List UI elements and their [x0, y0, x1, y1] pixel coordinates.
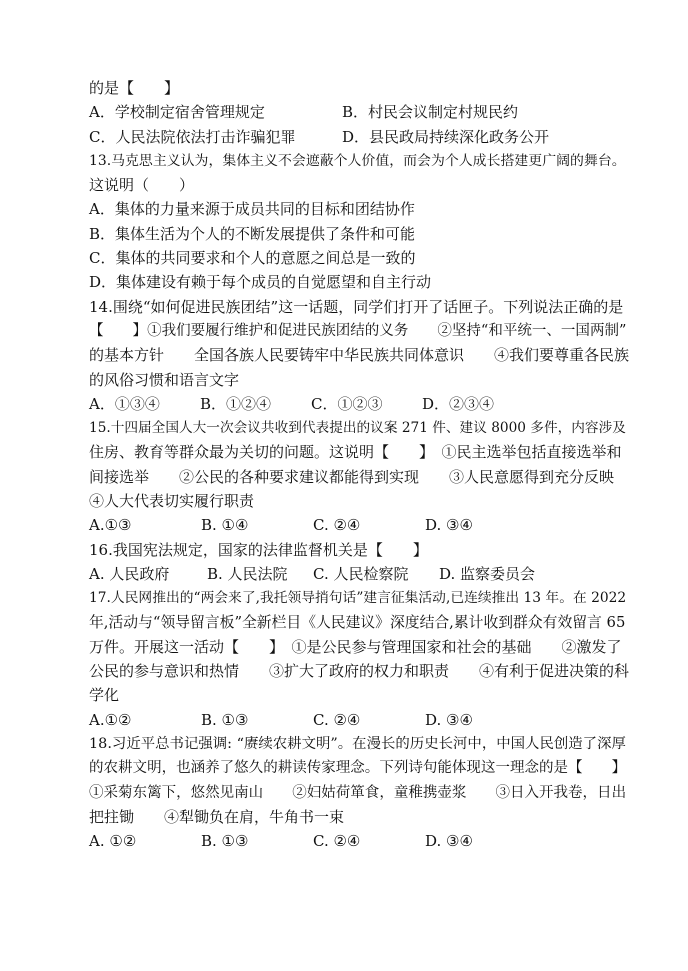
q12-option-c[interactable]: C．人民法院依法打击诈骗犯罪: [89, 127, 296, 146]
q17-option-a[interactable]: A.①②: [89, 710, 132, 729]
q15-stem-line-4: ④人大代表切实履行职责: [89, 492, 255, 511]
q13-option-c[interactable]: C．集体的共同要求和个人的意愿之间总是一致的: [89, 249, 416, 268]
q13-stem-line-2: 这说明（ ）: [89, 176, 195, 195]
q18-stem-line-1: 18.习近平总书记强调: “赓续农耕文明”。在漫长的历史长河中，中国人民创造了深厚: [89, 736, 626, 753]
q18-option-a[interactable]: A. ①②: [89, 832, 137, 851]
q16-option-d[interactable]: D. 监察委员会: [439, 564, 536, 583]
q17-stem-line-3: 万件。开展这一活动【 】 ①是公民参与管理国家和社会的基础 ②激发了: [89, 637, 622, 656]
q14-stem-line-4: 的风俗习惯和语言文字: [89, 370, 240, 389]
q17-option-c[interactable]: C. ②④: [313, 710, 361, 729]
q16-option-c[interactable]: C. 人民检察院: [313, 564, 409, 583]
q15-stem-line-2: 住房、教育等群众最为关切的问题。这说明【 】 ①民主选举包括直接选举和: [89, 443, 622, 462]
q16-option-b[interactable]: B. 人民法院: [207, 564, 288, 583]
q14-option-b[interactable]: B．①②④: [200, 394, 272, 413]
q18-option-b[interactable]: B. ①③: [201, 832, 249, 851]
q18-stem-line-4: 把拄锄 ④犁锄负在肩，牛角书一束: [89, 807, 345, 826]
exam-page: [89, 76, 629, 854]
q17-stem-line-5: 学化: [89, 686, 120, 705]
q17-stem-line-1: 17.人民网推出的“两会来了,我托领导捎句话”建言征集活动,已连续推出 13 年。在 2022: [89, 590, 627, 607]
q17-options-row: [89, 708, 629, 732]
q16-option-a[interactable]: A. 人民政府: [89, 564, 170, 583]
q13-option-b[interactable]: B．集体生活为个人的不断发展提供了条件和可能: [89, 224, 416, 243]
q13-option-a[interactable]: A．集体的力量来源于成员共同的目标和团结协作: [89, 200, 415, 219]
q15-stem-line-1: 15.十四届全国人大一次会议共收到代表提出的议案 271 件、建议 8000 多件，内容涉及: [89, 420, 626, 437]
q12-options-row-2: [89, 125, 629, 149]
q18-stem-line-2: 的农耕文明，也涵养了悠久的耕读传家理念。下列诗句能体现这一理念的是【 】: [89, 760, 627, 777]
q17-stem-line-2: 年,活动与“领导留言板”全新栏目《人民建议》深度结合,累计收到群众有效留言 65: [89, 613, 626, 631]
q14-stem-line-2: 【 】①我们要履行维护和促进民族团结的义务 ②坚持“和平统一、一国两制”: [89, 322, 627, 339]
q17-option-d[interactable]: D. ③④: [425, 710, 473, 729]
q18-options-row: [89, 829, 629, 853]
q14-options-row: [89, 392, 629, 416]
q18-option-d[interactable]: D. ③④: [425, 832, 473, 851]
q15-option-a[interactable]: A.①③: [89, 516, 132, 535]
q16-options-row: [89, 562, 629, 586]
q13-option-d[interactable]: D．集体建设有赖于每个成员的自觉愿望和自主行动: [89, 273, 432, 292]
q12-option-a[interactable]: A．学校制定宿舍管理规定: [89, 103, 265, 122]
q17-stem-line-4: 公民的参与意识和热情 ③扩大了政府的权力和职责 ④有利于促进决策的科: [89, 662, 630, 681]
q12-option-b[interactable]: B．村民会议制定村规民约: [342, 103, 519, 122]
q14-stem-line-1: 14.围绕“如何促进民族团结”这一话题，同学们打开了话匣子。下列说法正确的是: [89, 297, 624, 316]
q12-option-d[interactable]: D．县民政局持续深化政务公开: [342, 127, 550, 146]
q13-stem-line-1: 13.马克思主义认为，集体主义不会遮蔽个人价值，而会为个人成长搭建更广阔的舞台。: [89, 152, 626, 169]
q18-stem-line-3: ①采菊东篱下，悠然见南山 ②妇姑荷箪食，童稚携壶浆 ③日入开我卷，日出: [89, 784, 627, 801]
q12-stem-tail: 的是【 】: [89, 79, 180, 97]
q15-stem-line-3: 间接选举 ②公民的各种要求建议都能得到实现 ③人民意愿得到充分反映: [89, 467, 615, 486]
q14-option-a[interactable]: A．①③④: [89, 394, 160, 413]
q15-options-row: [89, 513, 629, 537]
q14-option-c[interactable]: C．①②③: [311, 394, 383, 413]
q17-option-b[interactable]: B. ①③: [201, 710, 249, 729]
q16-stem-line-1: 16.我国宪法规定，国家的法律监督机关是【 】: [89, 540, 428, 559]
q15-option-c[interactable]: C. ②④: [313, 516, 361, 535]
q18-option-c[interactable]: C. ②④: [313, 832, 361, 851]
q14-stem-line-3: 的基本方针 全国各族人民要铸牢中华民族共同体意识 ④我们要尊重各民族: [89, 346, 630, 365]
q12-options-row-1: [89, 100, 629, 124]
q14-option-d[interactable]: D．②③④: [422, 394, 495, 413]
q15-option-d[interactable]: D. ③④: [425, 516, 473, 535]
q15-option-b[interactable]: B. ①④: [201, 516, 249, 535]
